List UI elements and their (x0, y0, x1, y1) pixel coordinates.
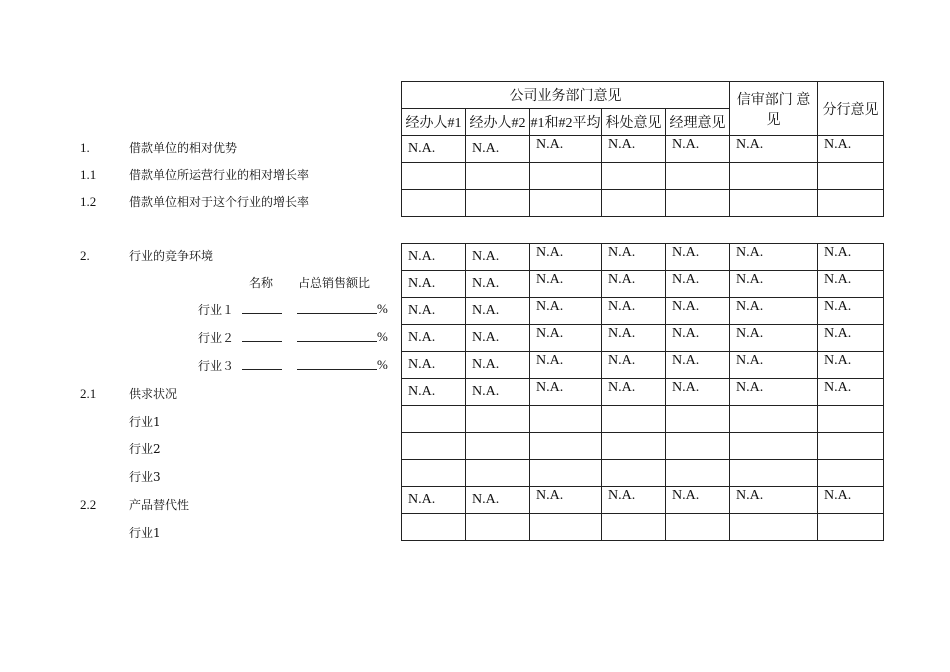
industry-3-name-blank (242, 359, 282, 370)
section-1-1-number: 1.1 (80, 167, 97, 182)
na-cell: N.A. (472, 249, 500, 264)
table-row (402, 433, 884, 460)
na-cell: N.A. (824, 380, 852, 395)
section-1-2-title: 借款单位相对于这个行业的增长率 (129, 195, 310, 209)
na-cell: N.A. (536, 272, 564, 287)
na-cell: N.A. (608, 299, 636, 314)
na-cell: N.A. (736, 488, 764, 503)
na-cell: N.A. (536, 137, 564, 152)
na-cell: N.A. (824, 245, 852, 260)
section-1-title: 借款单位的相对优势 (129, 141, 238, 155)
table-row (402, 379, 884, 406)
industry-3-percent: % (377, 357, 388, 372)
na-cell: N.A. (472, 141, 500, 156)
na-cell: N.A. (736, 137, 764, 152)
na-cell: N.A. (408, 141, 436, 156)
industry-1-label: 行业１ (198, 303, 235, 317)
industry-2-label: 行业２ (198, 331, 235, 345)
industry-3-share-blank (297, 359, 377, 370)
na-cell: N.A. (608, 353, 636, 368)
na-cell: N.A. (608, 488, 636, 503)
section-1-2-number: 1.2 (80, 194, 97, 209)
section-1-1-title: 借款单位所运营行业的相对增长率 (129, 168, 310, 182)
na-cell: N.A. (472, 276, 500, 291)
section-2-number: 2. (80, 248, 90, 263)
na-cell: N.A. (736, 326, 764, 341)
na-cell: N.A. (824, 137, 852, 152)
opinion-table-bottom (401, 243, 884, 541)
na-cell: N.A. (672, 380, 700, 395)
na-cell: N.A. (672, 245, 700, 260)
table-row (402, 298, 884, 325)
na-cell: N.A. (408, 492, 436, 507)
branch-opinion-header: 分行意见 (818, 82, 884, 136)
supply-industry-2: 行业2 (129, 442, 161, 456)
section-2-1-title: 供求状况 (129, 387, 178, 401)
table-row (402, 352, 884, 379)
na-cell: N.A. (472, 357, 500, 372)
na-cell: N.A. (824, 299, 852, 314)
dept-opinion-header: 公司业务部门意见 (402, 82, 730, 109)
na-cell: N.A. (408, 303, 436, 318)
na-cell: N.A. (472, 330, 500, 345)
na-cell: N.A. (672, 272, 700, 287)
industry-2-name-blank (242, 331, 282, 342)
table-row (402, 460, 884, 487)
table-row (402, 136, 884, 163)
column-name-label: 名称 (249, 276, 274, 290)
industry-2-share-blank (297, 331, 377, 342)
na-cell: N.A. (536, 380, 564, 395)
na-cell: N.A. (408, 249, 436, 264)
na-cell: N.A. (608, 326, 636, 341)
section-2-title: 行业的竞争环境 (129, 249, 214, 263)
na-cell: N.A. (736, 353, 764, 368)
table-row (402, 325, 884, 352)
na-cell: N.A. (472, 492, 500, 507)
industry-1-percent: % (377, 301, 388, 316)
table-row (402, 487, 884, 514)
supply-industry-1: 行业1 (129, 415, 161, 429)
na-cell: N.A. (408, 330, 436, 345)
average-header: #1和#2平均 (530, 109, 602, 136)
section-2-1-number: 2.1 (80, 386, 97, 401)
supply-industry-3: 行业3 (129, 470, 161, 484)
na-cell: N.A. (536, 245, 564, 260)
na-cell: N.A. (408, 384, 436, 399)
section-opinion-header: 科处意见 (602, 109, 666, 136)
na-cell: N.A. (408, 276, 436, 291)
table-row (402, 406, 884, 433)
na-cell: N.A. (608, 272, 636, 287)
na-cell: N.A. (736, 272, 764, 287)
table-row (402, 190, 884, 217)
na-cell: N.A. (824, 488, 852, 503)
na-cell: N.A. (736, 245, 764, 260)
industry-1-name-blank (242, 303, 282, 314)
section-2-2-title: 产品替代性 (129, 498, 190, 512)
table-row (402, 271, 884, 298)
industry-1-share-blank (297, 303, 377, 314)
na-cell: N.A. (672, 353, 700, 368)
table-row (402, 514, 884, 541)
na-cell: N.A. (472, 384, 500, 399)
na-cell: N.A. (536, 353, 564, 368)
na-cell: N.A. (672, 488, 700, 503)
na-cell: N.A. (608, 137, 636, 152)
table-row (402, 163, 884, 190)
industry-2-percent: % (377, 329, 388, 344)
na-cell: N.A. (536, 299, 564, 314)
manager-opinion-header: 经理意见 (666, 109, 730, 136)
na-cell: N.A. (824, 272, 852, 287)
na-cell: N.A. (608, 380, 636, 395)
na-cell: N.A. (536, 326, 564, 341)
opinion-table-top (401, 81, 884, 217)
na-cell: N.A. (824, 326, 852, 341)
handler-1-header: 经办人#1 (402, 109, 466, 136)
na-cell: N.A. (536, 488, 564, 503)
na-cell: N.A. (736, 299, 764, 314)
na-cell: N.A. (824, 353, 852, 368)
table-row (402, 244, 884, 271)
handler-2-header: 经办人#2 (466, 109, 530, 136)
column-share-label: 占总销售额比 (298, 276, 371, 290)
na-cell: N.A. (736, 380, 764, 395)
substitute-industry-1: 行业1 (129, 526, 161, 540)
section-1-number: 1. (80, 140, 90, 155)
section-2-2-number: 2.2 (80, 497, 97, 512)
na-cell: N.A. (408, 357, 436, 372)
industry-3-label: 行业３ (198, 359, 235, 373)
na-cell: N.A. (608, 245, 636, 260)
na-cell: N.A. (672, 299, 700, 314)
na-cell: N.A. (672, 137, 700, 152)
na-cell: N.A. (472, 303, 500, 318)
credit-review-header: 信审部门 意见 (730, 82, 818, 136)
na-cell: N.A. (672, 326, 700, 341)
